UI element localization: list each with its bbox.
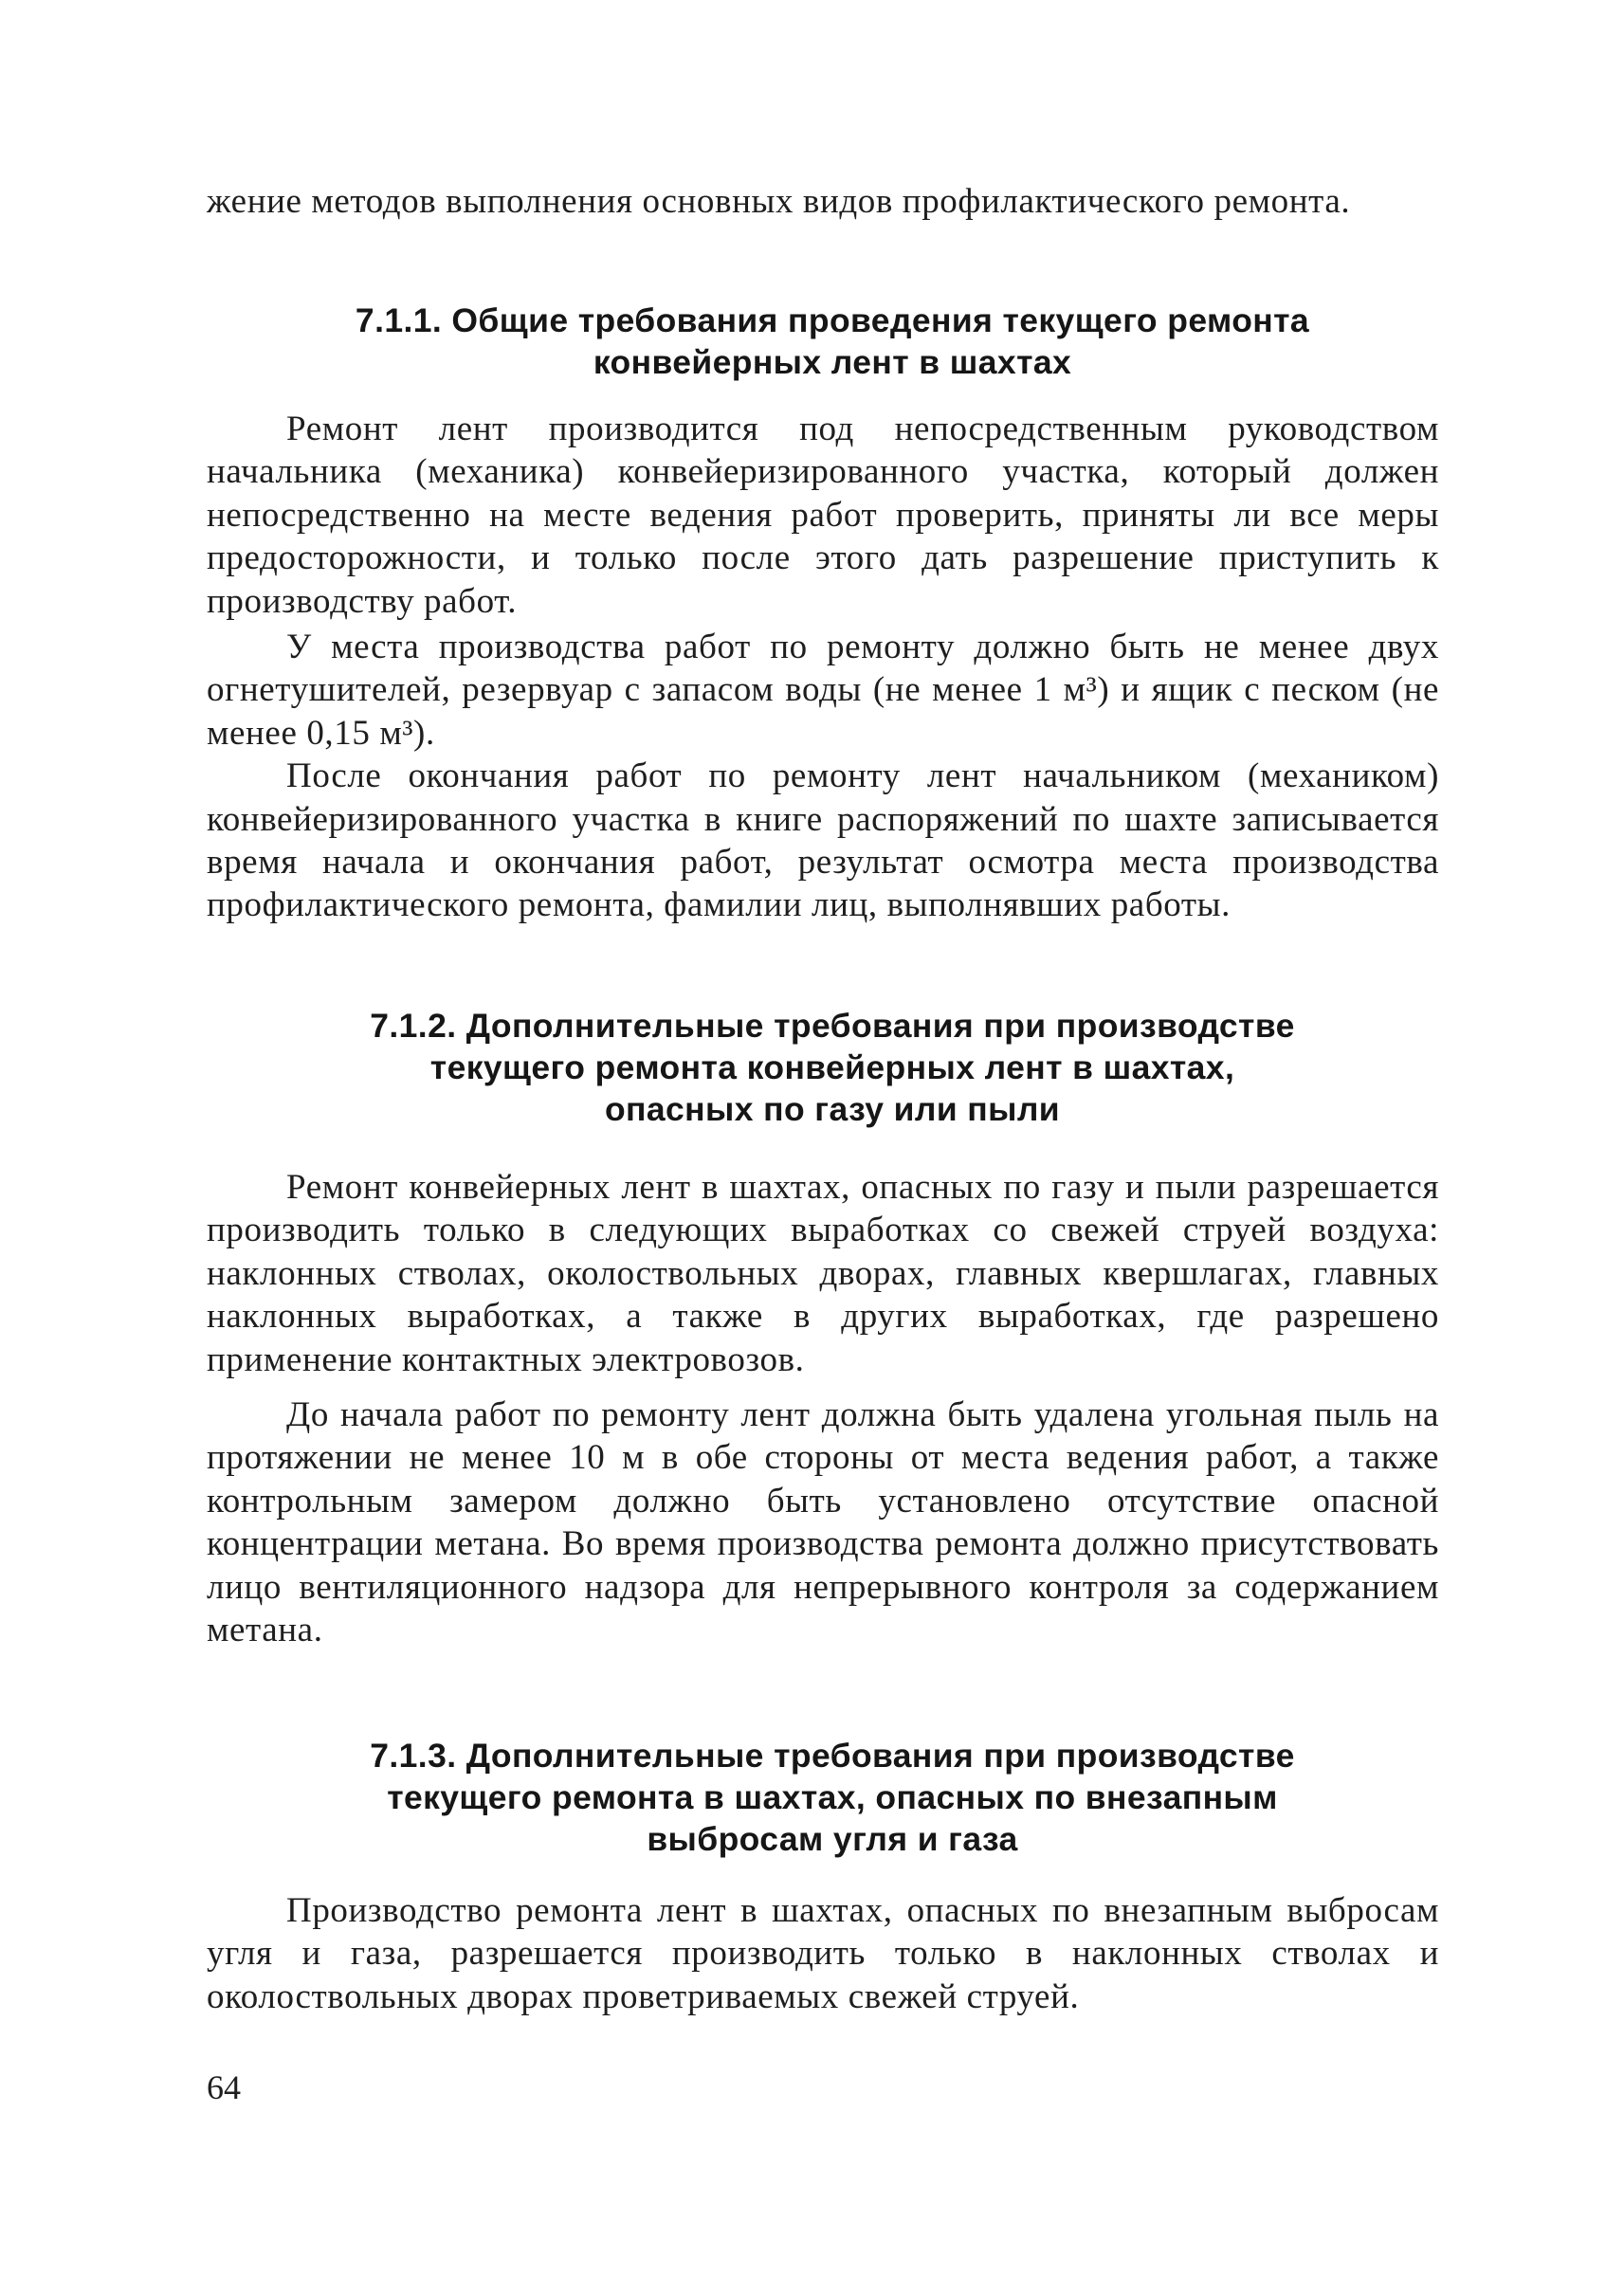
paragraph: После окончания работ по ремонту лент начальником (механиком) конвейеризированного участка в книге распоряжений по шахте записывается время начала и окончания работ, результат осмотра места производства профилактического ремонта, фамилии лиц, выполнявших работы. (207, 756, 1439, 925)
heading-line: текущего ремонта в шахтах, опасных по внезапным (387, 1778, 1278, 1816)
section-heading-7-1-3 (245, 1735, 1420, 1860)
heading-line: выбросам угля и газа (647, 1820, 1018, 1858)
heading-line: конвейерных лент в шахтах (593, 343, 1072, 381)
paragraph: До начала работ по ремонту лент должна быть удалена угольная пыль на протяжении не менее 10 м в обе стороны от места ведения работ, а также контрольным замером должно быть установлено отсутствие опасной концентрации метана. Во время производства ремонта должно присутствовать лицо вентиляционного надзора для непрерывного контроля за содержанием метана. (207, 1395, 1439, 1650)
heading-line: 7.1.2. Дополнительные требования при производстве (370, 1007, 1295, 1045)
section-heading-7-1-1 (245, 300, 1420, 383)
paragraph: У места производства работ по ремонту должно быть не менее двух огнетушителей, резервуар с запасом воды (не менее 1 м³) и ящик с песком (не менее 0,15 м³). (207, 628, 1439, 753)
intro-paragraph: жение методов выполнения основных видов профилактического ремонта. (207, 182, 1351, 221)
heading-line: 7.1.3. Дополнительные требования при производстве (370, 1737, 1295, 1775)
heading-line: опасных по газу или пыли (604, 1090, 1061, 1128)
paragraph: Производство ремонта лент в шахтах, опасных по внезапным выбросам угля и газа, разрешается производить только в наклонных стволах и околоствольных дворах проветриваемых свежей струей. (207, 1891, 1439, 2016)
paragraph: Ремонт конвейерных лент в шахтах, опасных по газу и пыли разрешается производить только в следующих выработках со свежей струей воздуха: наклонных стволах, околоствольных дворах, главных квершлагах, главных наклонных выработках, а также в других выработках, где разрешено применение контактных электровозов. (207, 1168, 1439, 1379)
page-number: 64 (207, 2068, 241, 2106)
heading-line: 7.1.1. Общие требования проведения текущего ремонта (355, 301, 1310, 339)
paragraph-group (207, 626, 1439, 927)
document-page (207, 180, 1439, 2190)
heading-line: текущего ремонта конвейерных лент в шахтах, (429, 1048, 1235, 1086)
section-heading-7-1-2 (245, 1005, 1420, 1130)
paragraph: Ремонт лент производится под непосредственным руководством начальника (механика) конвейеризированного участка, который должен непосредственно на месте ведения работ проверить, приняты ли все меры предосторожности, и только после этого дать разрешение приступить к производству работ. (207, 410, 1439, 621)
